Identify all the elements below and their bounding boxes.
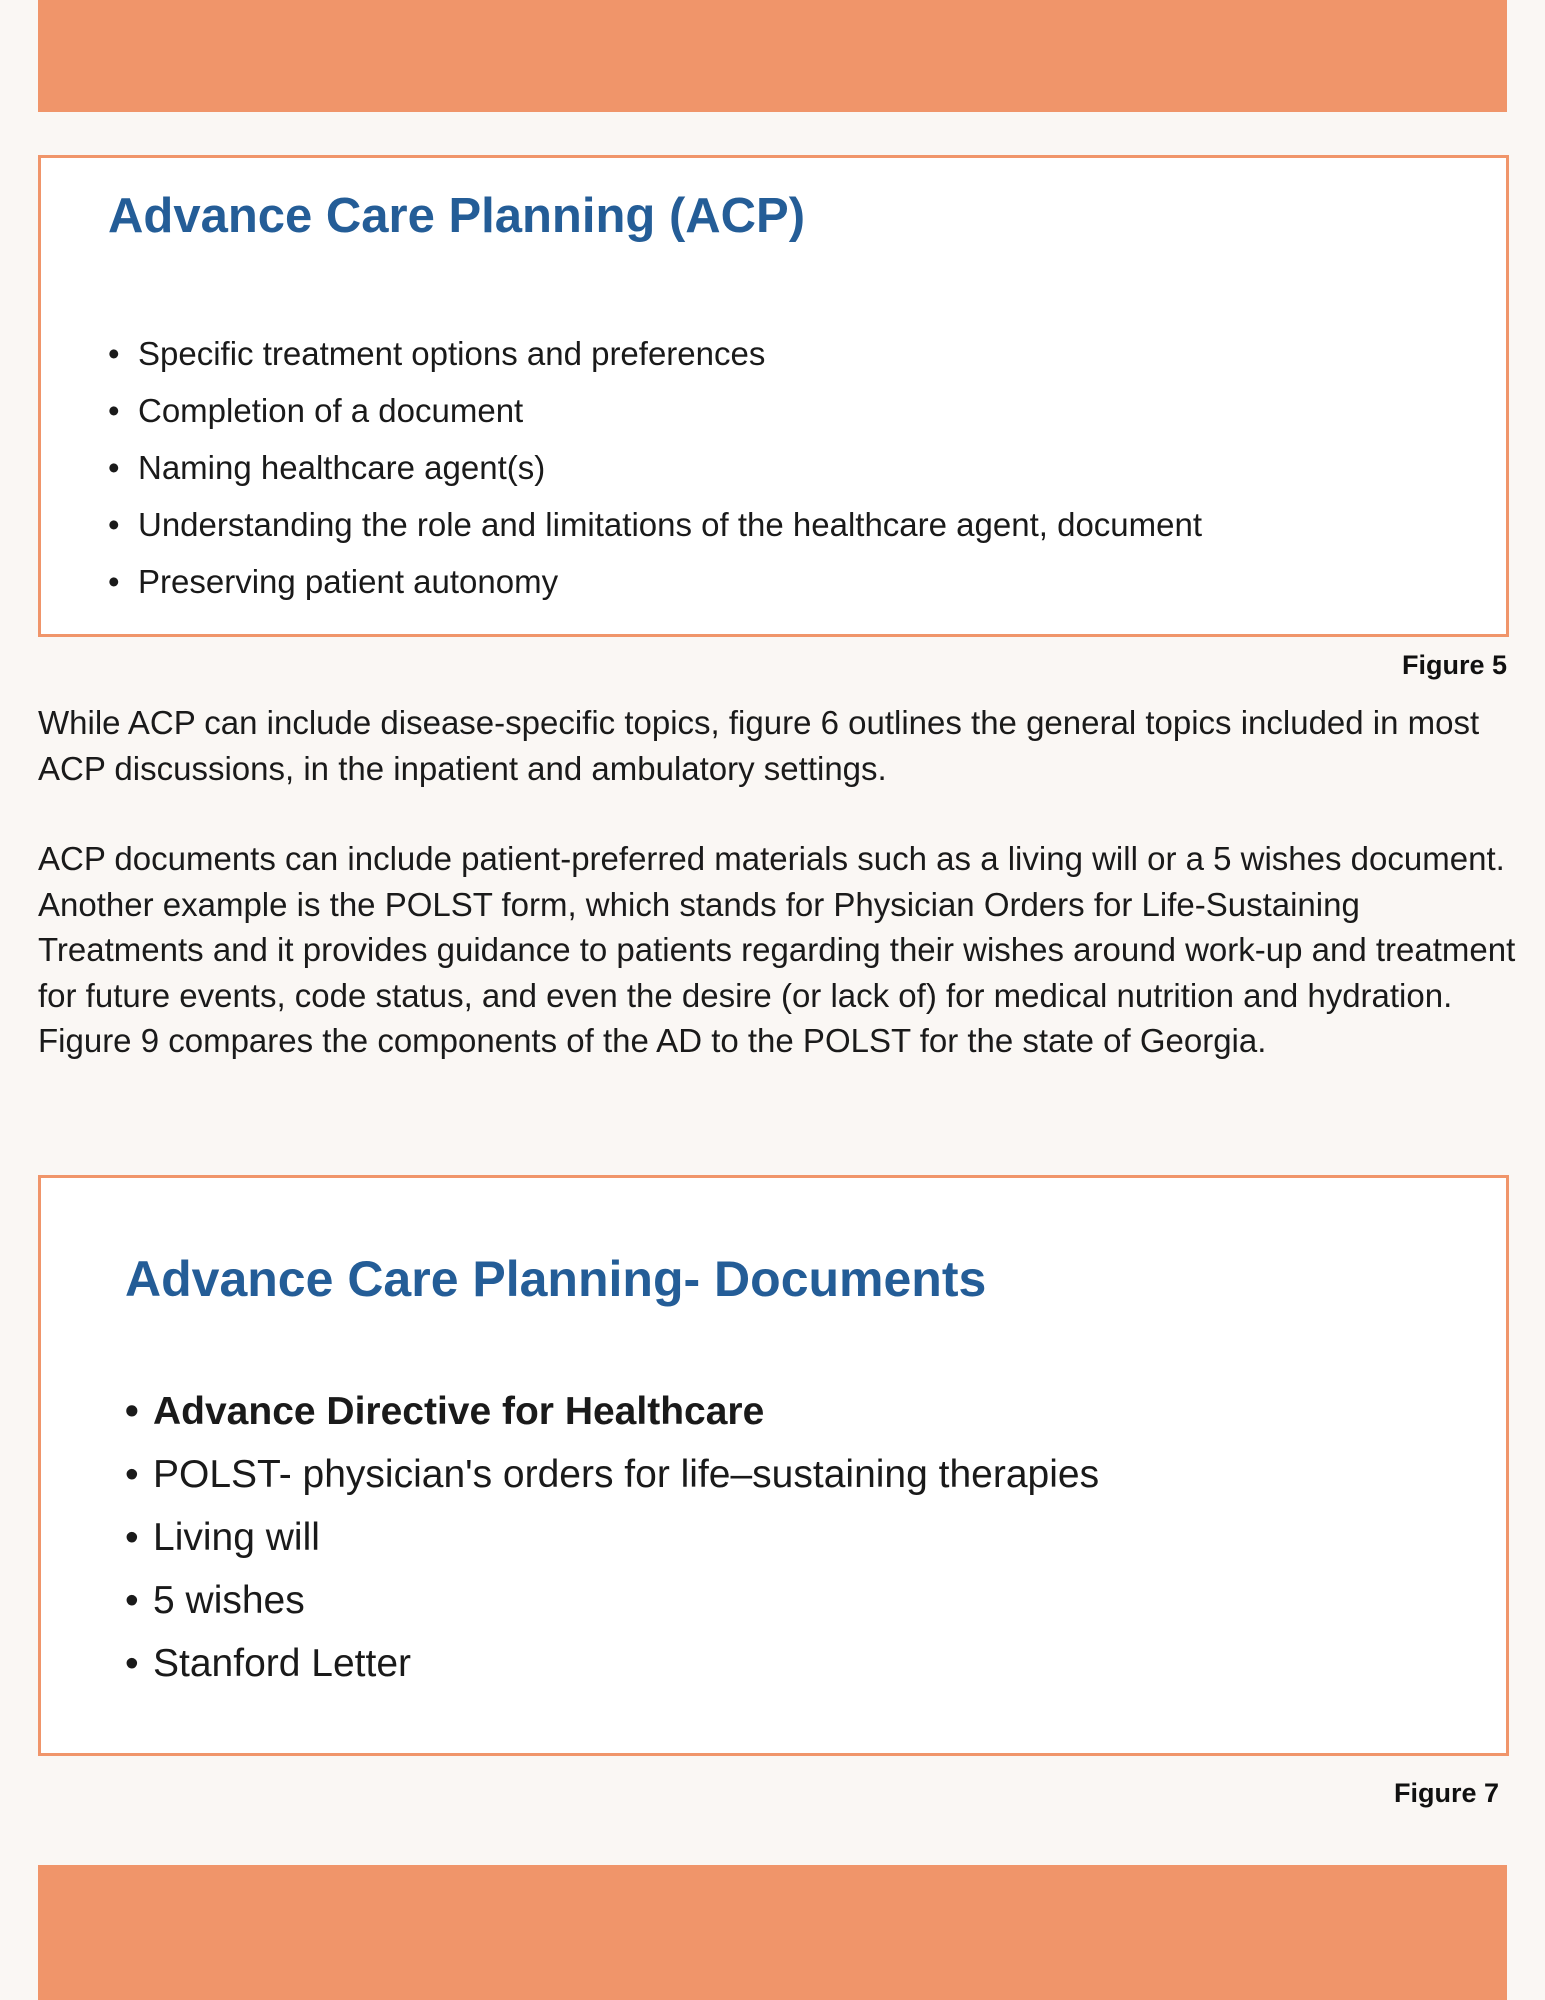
body-paragraph-1: While ACP can include disease-specific topics, figure 6 outlines the general topics included in most ACP discussions, in the inpatient and ambulatory settings. xyxy=(38,704,1480,787)
list-item: • 5 wishes xyxy=(125,1569,1099,1632)
list-item: • Specific treatment options and preferences xyxy=(108,325,1202,382)
list-item: • POLST- physician's orders for life–sustaining therapies xyxy=(125,1443,1099,1506)
bottom-decorative-band xyxy=(38,1865,1507,2000)
top-decorative-band xyxy=(38,0,1507,112)
acp-bullet-list xyxy=(108,325,1202,610)
list-item: • Naming healthcare agent(s) xyxy=(108,439,1202,496)
list-item: • Preserving patient autonomy xyxy=(108,553,1202,610)
list-item: • Advance Directive for Healthcare xyxy=(125,1380,1099,1443)
documents-bullet-list xyxy=(125,1380,1099,1695)
figure-7-documents-box xyxy=(38,1175,1509,1756)
list-item: • Completion of a document xyxy=(108,382,1202,439)
documents-box-title: Advance Care Planning- Documents xyxy=(125,1251,987,1307)
body-paragraph-2: ACP documents can include patient-preferred materials such as a living will or a 5 wishes document. Another example is the POLST form, which stands for Physician Orders for Life-Sustaining Treatments and it provides guidance to patients regarding their wishes around work-up and treatment for future events, code status, and even the desire (or lack of) for medical nutrition and hydration. Figure 9 compares the components of the AD to the POLST for the state of Georgia. xyxy=(38,840,1516,1059)
list-item: • Living will xyxy=(125,1506,1099,1569)
figure-7-caption: Figure 7 xyxy=(1393,1778,1499,1808)
list-item: • Stanford Letter xyxy=(125,1632,1099,1695)
acp-box-title: Advance Care Planning (ACP) xyxy=(108,189,806,243)
list-item: • Understanding the role and limitations of the healthcare agent, document xyxy=(108,496,1202,553)
figure-5-caption: Figure 5 xyxy=(1401,650,1507,680)
figure-5-acp-box xyxy=(38,155,1509,637)
